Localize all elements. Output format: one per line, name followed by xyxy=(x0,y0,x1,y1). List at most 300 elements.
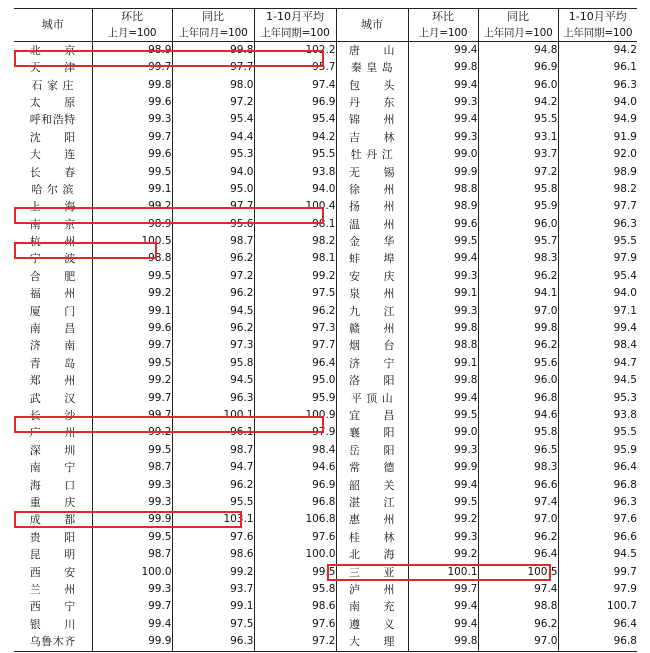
value-mom-right: 99.4 xyxy=(408,616,478,633)
header-mom-left: 环比 xyxy=(92,9,172,26)
value-yoy-left: 96.3 xyxy=(172,633,254,651)
table-row xyxy=(14,181,637,198)
city-name-right: 平 顶 山 xyxy=(336,390,408,407)
city-name-left: 北 京 xyxy=(14,42,92,60)
value-yoy-left: 95.5 xyxy=(172,494,254,511)
value-yoy-left: 96.3 xyxy=(172,390,254,407)
value-avg-right: 96.4 xyxy=(613,617,637,630)
header-city-left: 城市 xyxy=(14,9,92,42)
city-name-left: 郑 州 xyxy=(14,372,92,389)
value-yoy-left: 103.1 xyxy=(172,512,254,529)
value-yoy-right: 98.3 xyxy=(478,251,558,268)
value-avg-left: 93.8 xyxy=(254,164,336,181)
value-mom-left: 98.9 xyxy=(92,216,172,233)
value-mom-left: 99.5 xyxy=(92,268,172,285)
header-yoy-right: 同比 xyxy=(478,9,558,26)
header-avg-base-left: 上年同期=100 xyxy=(254,25,336,42)
price-index-table-wrapper xyxy=(14,8,637,652)
value-mom-right: 99.4 xyxy=(408,599,478,616)
value-avg-left: 99.2 xyxy=(254,268,336,285)
value-yoy-right: 96.2 xyxy=(478,338,558,355)
value-mom-right: 99.8 xyxy=(408,372,478,389)
table-row xyxy=(14,112,637,129)
city-name-left: 天 津 xyxy=(14,59,92,76)
value-avg-right: 96.3 xyxy=(613,78,637,91)
value-mom-right: 99.0 xyxy=(408,146,478,163)
value-mom-right: 99.3 xyxy=(408,268,478,285)
value-yoy-left: 95.4 xyxy=(172,112,254,129)
city-name-right: 无 锡 xyxy=(336,164,408,181)
value-avg-left: 98.2 xyxy=(254,233,336,250)
value-mom-left: 100.5 xyxy=(92,233,172,250)
value-mom-left: 99.6 xyxy=(92,146,172,163)
header-avg-right: 1-10月平均 xyxy=(558,9,637,26)
value-yoy-left: 97.7 xyxy=(172,199,254,216)
value-yoy-right: 94.1 xyxy=(478,285,558,302)
table-row xyxy=(14,164,637,181)
value-mom-left: 99.3 xyxy=(92,112,172,129)
value-mom-left: 99.2 xyxy=(92,372,172,389)
value-avg-left: 96.4 xyxy=(254,355,336,372)
value-avg-right: 98.9 xyxy=(613,165,637,178)
table-row xyxy=(14,146,637,163)
value-avg-left: 95.0 xyxy=(254,372,336,389)
value-mom-left: 99.8 xyxy=(92,77,172,94)
value-mom-left: 100.0 xyxy=(92,564,172,581)
table-row xyxy=(14,546,637,563)
table-row xyxy=(14,425,637,442)
city-name-left: 南 昌 xyxy=(14,320,92,337)
value-yoy-right: 93.7 xyxy=(478,146,558,163)
city-name-right: 蚌 埠 xyxy=(336,251,408,268)
value-avg-right: 95.4 xyxy=(613,269,637,282)
value-avg-right: 97.6 xyxy=(613,513,637,526)
value-yoy-right: 94.6 xyxy=(478,407,558,424)
value-yoy-left: 96.1 xyxy=(172,425,254,442)
header-mom-base-right: 上月=100 xyxy=(408,25,478,42)
value-yoy-right: 93.1 xyxy=(478,129,558,146)
value-avg-right: 93.8 xyxy=(613,409,637,421)
value-mom-right: 98.8 xyxy=(408,181,478,198)
city-name-right: 南 充 xyxy=(336,599,408,616)
city-name-left: 西 宁 xyxy=(14,599,92,616)
value-mom-left: 99.9 xyxy=(92,512,172,529)
table-row xyxy=(14,42,637,60)
city-name-right: 北 海 xyxy=(336,546,408,563)
header-avg-base-right: 上年同期=100 xyxy=(558,25,637,42)
city-name-right: 韶 关 xyxy=(336,477,408,494)
value-mom-left: 99.3 xyxy=(92,494,172,511)
city-name-right: 三 亚 xyxy=(336,564,408,581)
table-row xyxy=(14,216,637,233)
city-name-right: 湛 江 xyxy=(336,494,408,511)
value-avg-right: 94.0 xyxy=(613,95,637,108)
table-row xyxy=(14,616,637,633)
value-mom-left: 99.3 xyxy=(92,477,172,494)
city-name-left: 银 川 xyxy=(14,616,92,633)
table-row xyxy=(14,529,637,546)
value-mom-left: 99.7 xyxy=(92,338,172,355)
value-avg-left: 97.5 xyxy=(254,285,336,302)
table-row xyxy=(14,129,637,146)
value-yoy-left: 95.8 xyxy=(172,355,254,372)
value-mom-left: 99.5 xyxy=(92,355,172,372)
city-name-left: 福 州 xyxy=(14,285,92,302)
value-yoy-right: 96.6 xyxy=(478,477,558,494)
value-mom-right: 99.6 xyxy=(408,216,478,233)
table-row xyxy=(14,581,637,598)
city-name-left: 长 沙 xyxy=(14,407,92,424)
value-avg-left: 95.9 xyxy=(254,390,336,407)
value-avg-left: 94.6 xyxy=(254,459,336,476)
value-mom-right: 99.3 xyxy=(408,442,478,459)
table-row xyxy=(14,59,637,76)
value-yoy-right: 97.0 xyxy=(478,512,558,529)
value-yoy-left: 96.2 xyxy=(172,320,254,337)
value-avg-left: 100.9 xyxy=(254,407,336,424)
city-name-right: 赣 州 xyxy=(336,320,408,337)
city-name-left: 昆 明 xyxy=(14,546,92,563)
value-avg-left: 98.6 xyxy=(254,599,336,616)
value-mom-left: 98.8 xyxy=(92,251,172,268)
value-yoy-right: 96.9 xyxy=(478,59,558,76)
value-yoy-left: 96.2 xyxy=(172,477,254,494)
table-row xyxy=(14,285,637,302)
city-name-right: 岳 阳 xyxy=(336,442,408,459)
value-yoy-right: 96.2 xyxy=(478,616,558,633)
table-row xyxy=(14,599,637,616)
value-mom-right: 99.0 xyxy=(408,425,478,442)
city-name-left: 贵 阳 xyxy=(14,529,92,546)
value-mom-right: 99.4 xyxy=(408,42,478,60)
city-name-left: 重 庆 xyxy=(14,494,92,511)
value-yoy-left: 98.7 xyxy=(172,233,254,250)
value-mom-right: 99.8 xyxy=(408,633,478,651)
value-avg-left: 95.8 xyxy=(254,581,336,598)
value-mom-right: 98.8 xyxy=(408,338,478,355)
city-name-right: 安 庆 xyxy=(336,268,408,285)
value-avg-left: 97.9 xyxy=(254,425,336,442)
city-name-left: 广 州 xyxy=(14,425,92,442)
city-name-right: 泉 州 xyxy=(336,285,408,302)
value-mom-right: 99.4 xyxy=(408,477,478,494)
value-avg-right: 95.9 xyxy=(613,443,637,456)
value-avg-right: 97.9 xyxy=(613,252,637,265)
city-name-left: 哈 尔 滨 xyxy=(14,181,92,198)
city-name-right: 牡 丹 江 xyxy=(336,146,408,163)
value-yoy-right: 97.0 xyxy=(478,633,558,651)
value-avg-right: 96.8 xyxy=(558,633,637,651)
value-yoy-left: 99.2 xyxy=(172,564,254,581)
value-avg-left: 98.1 xyxy=(254,251,336,268)
city-name-left: 西 安 xyxy=(14,564,92,581)
table-row xyxy=(14,251,637,268)
city-name-right: 金 华 xyxy=(336,233,408,250)
value-mom-left: 99.7 xyxy=(92,129,172,146)
table-row xyxy=(14,512,637,529)
value-yoy-right: 97.2 xyxy=(478,164,558,181)
value-avg-right: 97.1 xyxy=(613,304,637,317)
value-mom-left: 99.7 xyxy=(92,59,172,76)
value-yoy-right: 98.3 xyxy=(478,459,558,476)
value-avg-right: 96.1 xyxy=(613,61,637,74)
value-avg-left: 97.6 xyxy=(254,616,336,633)
value-yoy-right: 96.0 xyxy=(478,216,558,233)
value-yoy-left: 94.4 xyxy=(172,129,254,146)
value-yoy-right: 96.2 xyxy=(478,268,558,285)
city-name-right: 扬 州 xyxy=(336,199,408,216)
value-avg-left: 95.4 xyxy=(254,112,336,129)
city-name-right: 遵 义 xyxy=(336,616,408,633)
value-mom-left: 99.4 xyxy=(92,616,172,633)
table-row xyxy=(14,407,637,424)
table-row xyxy=(14,233,637,250)
value-mom-right: 99.5 xyxy=(408,407,478,424)
value-yoy-right: 95.6 xyxy=(478,355,558,372)
value-mom-left: 99.7 xyxy=(92,390,172,407)
value-avg-right: 99.7 xyxy=(613,565,637,578)
value-avg-left: 106.8 xyxy=(254,512,336,529)
value-yoy-left: 94.5 xyxy=(172,303,254,320)
value-mom-left: 99.1 xyxy=(92,181,172,198)
value-yoy-right: 96.2 xyxy=(478,529,558,546)
value-mom-right: 99.4 xyxy=(408,251,478,268)
value-yoy-right: 99.8 xyxy=(478,320,558,337)
value-yoy-left: 97.2 xyxy=(172,94,254,111)
value-mom-left: 99.9 xyxy=(92,633,172,651)
table-row xyxy=(14,94,637,111)
header-mom-base-left: 上月=100 xyxy=(92,25,172,42)
value-yoy-left: 97.5 xyxy=(172,616,254,633)
city-name-right: 洛 阳 xyxy=(336,372,408,389)
value-yoy-right: 95.9 xyxy=(478,199,558,216)
city-name-left: 太 原 xyxy=(14,94,92,111)
value-avg-right: 94.9 xyxy=(613,113,637,126)
value-yoy-left: 94.0 xyxy=(172,164,254,181)
city-name-left: 深 圳 xyxy=(14,442,92,459)
value-yoy-right: 96.0 xyxy=(478,77,558,94)
value-mom-right: 99.8 xyxy=(408,320,478,337)
city-name-right: 九 江 xyxy=(336,303,408,320)
value-avg-right: 94.5 xyxy=(613,374,637,387)
value-avg-left: 96.2 xyxy=(254,303,336,320)
city-name-left: 杭 州 xyxy=(14,233,92,250)
value-avg-left: 95.7 xyxy=(254,59,336,76)
value-avg-left: 98.1 xyxy=(254,216,336,233)
value-mom-left: 98.7 xyxy=(92,546,172,563)
value-mom-left: 99.2 xyxy=(92,199,172,216)
value-mom-left: 99.7 xyxy=(92,599,172,616)
value-mom-right: 99.5 xyxy=(408,233,478,250)
city-name-right: 襄 阳 xyxy=(336,425,408,442)
value-avg-right: 96.4 xyxy=(613,461,637,474)
value-yoy-left: 97.7 xyxy=(172,59,254,76)
value-mom-left: 98.9 xyxy=(92,42,172,60)
table-row xyxy=(14,355,637,372)
value-avg-right: 96.3 xyxy=(613,217,637,230)
city-name-right: 徐 州 xyxy=(336,181,408,198)
value-mom-right: 99.9 xyxy=(408,164,478,181)
city-name-left: 呼和浩特 xyxy=(14,112,92,129)
value-yoy-right: 96.5 xyxy=(478,442,558,459)
value-yoy-left: 99.1 xyxy=(172,599,254,616)
value-yoy-left: 95.0 xyxy=(172,181,254,198)
value-yoy-left: 97.2 xyxy=(172,268,254,285)
value-avg-left: 94.2 xyxy=(254,129,336,146)
value-avg-left: 97.3 xyxy=(254,320,336,337)
value-mom-left: 99.5 xyxy=(92,164,172,181)
value-avg-left: 96.9 xyxy=(254,477,336,494)
city-name-right: 秦 皇 岛 xyxy=(336,59,408,76)
value-mom-right: 99.1 xyxy=(408,355,478,372)
value-avg-left: 102.2 xyxy=(254,42,336,60)
value-avg-left: 97.6 xyxy=(254,529,336,546)
value-mom-right: 99.3 xyxy=(408,129,478,146)
value-avg-right: 98.2 xyxy=(613,182,637,195)
city-name-right: 泸 州 xyxy=(336,581,408,598)
city-name-left: 武 汉 xyxy=(14,390,92,407)
value-avg-right: 94.2 xyxy=(613,43,637,56)
city-name-left: 青 岛 xyxy=(14,355,92,372)
value-avg-right: 97.9 xyxy=(613,582,637,595)
value-mom-right: 99.4 xyxy=(408,112,478,129)
value-mom-left: 99.5 xyxy=(92,529,172,546)
value-avg-right: 91.9 xyxy=(613,130,637,143)
value-yoy-right: 96.4 xyxy=(478,546,558,563)
value-mom-right: 99.9 xyxy=(408,459,478,476)
city-name-right: 宜 昌 xyxy=(336,407,408,424)
value-mom-left: 99.7 xyxy=(92,407,172,424)
value-yoy-left: 99.8 xyxy=(172,42,254,60)
value-yoy-right: 95.8 xyxy=(478,181,558,198)
value-mom-left: 99.2 xyxy=(92,285,172,302)
value-yoy-right: 98.8 xyxy=(478,599,558,616)
city-name-right: 丹 东 xyxy=(336,94,408,111)
city-name-left: 厦 门 xyxy=(14,303,92,320)
value-mom-right: 98.9 xyxy=(408,199,478,216)
value-avg-right: 92.0 xyxy=(613,148,637,161)
value-avg-right: 94.5 xyxy=(613,548,637,561)
table-row xyxy=(14,494,637,511)
value-avg-right: 95.3 xyxy=(613,391,637,404)
value-yoy-right: 97.4 xyxy=(478,494,558,511)
table-row xyxy=(14,477,637,494)
table-row xyxy=(14,77,637,94)
header-city-right: 城市 xyxy=(336,9,408,42)
city-name-left: 大 连 xyxy=(14,146,92,163)
city-name-right: 烟 台 xyxy=(336,338,408,355)
city-name-right: 济 宁 xyxy=(336,355,408,372)
value-yoy-left: 98.6 xyxy=(172,546,254,563)
city-name-right: 常 德 xyxy=(336,459,408,476)
value-avg-left: 96.9 xyxy=(254,94,336,111)
value-avg-right: 98.4 xyxy=(613,339,637,352)
city-name-left: 乌鲁木齐 xyxy=(14,633,92,651)
city-name-right: 桂 林 xyxy=(336,529,408,546)
city-name-left: 成 都 xyxy=(14,512,92,529)
value-yoy-right: 100.5 xyxy=(478,564,558,581)
value-avg-left: 100.0 xyxy=(254,546,336,563)
value-yoy-left: 97.3 xyxy=(172,338,254,355)
value-mom-right: 99.3 xyxy=(408,529,478,546)
table-row xyxy=(14,564,637,581)
value-avg-right: 96.8 xyxy=(613,478,637,491)
city-name-left: 长 春 xyxy=(14,164,92,181)
value-mom-left: 98.7 xyxy=(92,459,172,476)
table-row xyxy=(14,390,637,407)
table-body xyxy=(14,42,637,652)
value-avg-left: 100.4 xyxy=(254,199,336,216)
value-avg-left: 99.5 xyxy=(254,564,336,581)
city-name-left: 合 肥 xyxy=(14,268,92,285)
value-yoy-right: 97.0 xyxy=(478,303,558,320)
value-mom-left: 99.3 xyxy=(92,581,172,598)
value-avg-right: 96.6 xyxy=(613,530,637,543)
value-avg-right: 95.5 xyxy=(613,426,637,439)
city-name-right: 惠 州 xyxy=(336,512,408,529)
table-row xyxy=(14,442,637,459)
header-yoy-left: 同比 xyxy=(172,9,254,26)
value-yoy-left: 98.7 xyxy=(172,442,254,459)
value-mom-right: 99.3 xyxy=(408,94,478,111)
value-yoy-left: 100.1 xyxy=(172,407,254,424)
value-mom-left: 99.2 xyxy=(92,425,172,442)
city-name-right: 包 头 xyxy=(336,77,408,94)
value-mom-right: 99.4 xyxy=(408,77,478,94)
value-yoy-left: 94.7 xyxy=(172,459,254,476)
city-name-left: 济 南 xyxy=(14,338,92,355)
value-mom-right: 100.1 xyxy=(408,564,478,581)
city-name-left: 宁 波 xyxy=(14,251,92,268)
value-avg-left: 97.2 xyxy=(254,633,336,651)
value-yoy-right: 94.2 xyxy=(478,94,558,111)
city-name-right: 唐 山 xyxy=(336,42,408,60)
table-row xyxy=(14,338,637,355)
price-index-table xyxy=(14,8,637,652)
value-mom-right: 99.5 xyxy=(408,494,478,511)
value-avg-right: 96.3 xyxy=(613,495,637,508)
city-name-right: 温 州 xyxy=(336,216,408,233)
value-mom-right: 99.4 xyxy=(408,390,478,407)
table-row xyxy=(14,320,637,337)
value-yoy-right: 96.8 xyxy=(478,390,558,407)
value-avg-left: 95.5 xyxy=(254,146,336,163)
value-avg-right: 95.5 xyxy=(613,235,637,248)
table-row xyxy=(14,459,637,476)
value-yoy-left: 96.2 xyxy=(172,285,254,302)
value-yoy-right: 96.0 xyxy=(478,372,558,389)
value-yoy-left: 97.6 xyxy=(172,529,254,546)
value-mom-right: 99.8 xyxy=(408,59,478,76)
value-mom-left: 99.6 xyxy=(92,320,172,337)
table-row xyxy=(14,268,637,285)
value-yoy-right: 97.4 xyxy=(478,581,558,598)
value-yoy-left: 96.2 xyxy=(172,251,254,268)
value-mom-right: 99.7 xyxy=(408,581,478,598)
value-yoy-left: 93.7 xyxy=(172,581,254,598)
table-row xyxy=(14,633,637,651)
value-avg-left: 98.4 xyxy=(254,442,336,459)
value-avg-right: 94.0 xyxy=(613,287,637,300)
city-name-left: 沈 阳 xyxy=(14,129,92,146)
value-avg-left: 97.7 xyxy=(254,338,336,355)
city-name-left: 南 京 xyxy=(14,216,92,233)
value-mom-right: 99.1 xyxy=(408,285,478,302)
value-avg-left: 94.0 xyxy=(254,181,336,198)
value-avg-right: 100.7 xyxy=(606,600,637,613)
header-mom-right: 环比 xyxy=(408,9,478,26)
city-name-left: 石 家 庄 xyxy=(14,77,92,94)
